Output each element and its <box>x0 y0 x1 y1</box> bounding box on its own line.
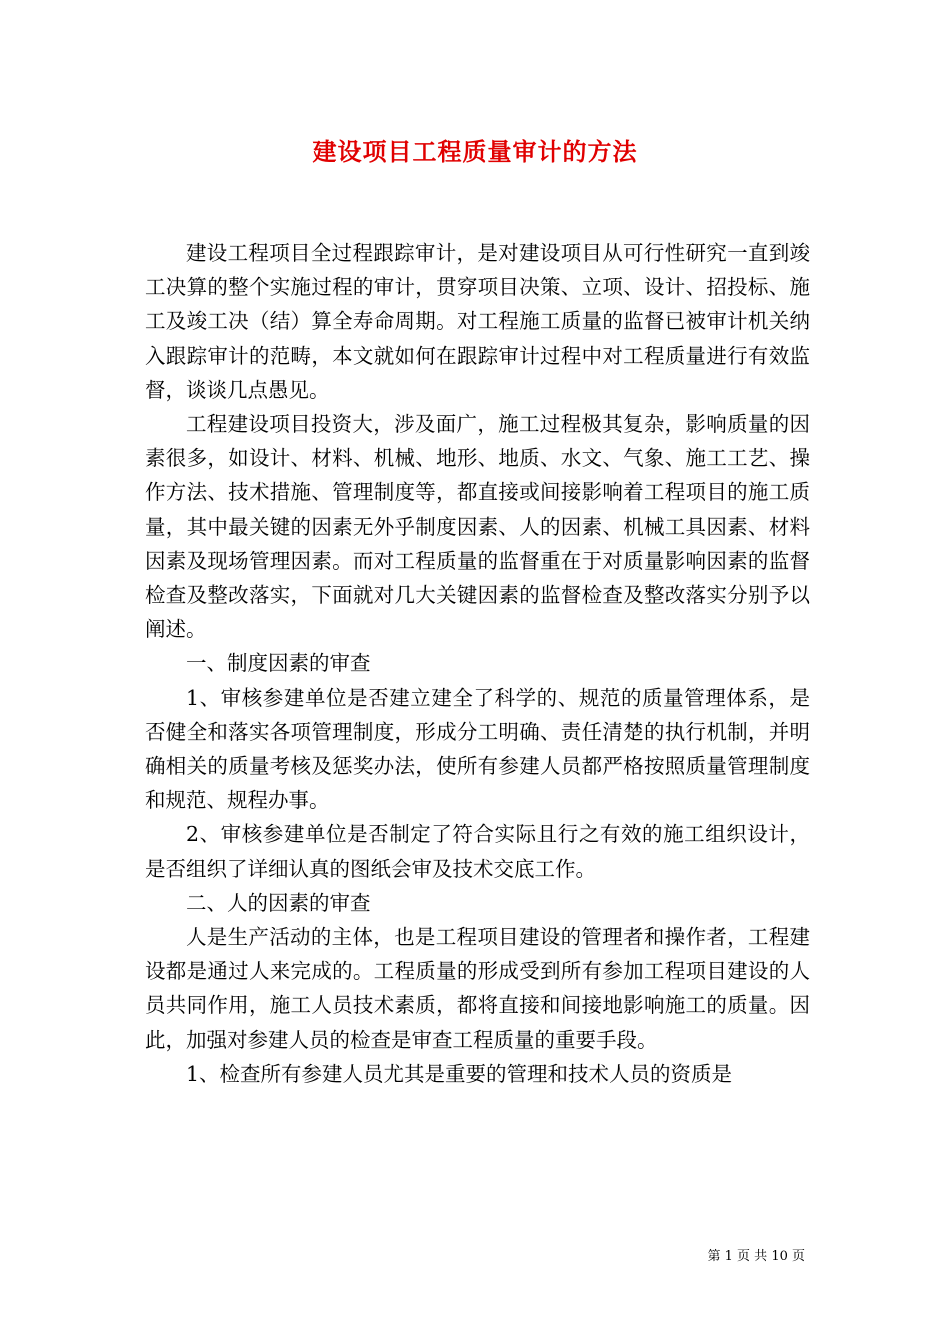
paragraph-people-item-1: 1、检查所有参建人员尤其是重要的管理和技术人员的资质是 <box>186 1061 733 1086</box>
paragraph-system-item-1: 1、审核参建单位是否建立建全了科学的、规范的质量管理体系，是否健全和落实各项管理制度，形成分工明确、责任清楚的执行机制，并明确相关的质量考核及惩奖办法，使所有参建人员都严格按照质量管理制度和规范、规程办事。 <box>145 685 810 813</box>
document-body <box>145 236 810 1091</box>
page-footer: 第 1 页 共 10 页 <box>707 1249 805 1264</box>
paragraph-factors: 工程建设项目投资大，涉及面广，施工过程极其复杂，影响质量的因素很多，如设计、材料、机械、地形、地质、水文、气象、施工工艺、操作方法、技术措施、管理制度等，都直接或间接影响着工程项目的施工质量，其中最关键的因素无外乎制度因素、人的因素、机械工具因素、材料因素及现场管理因素。而对工程质量的监督重在于对质量影响因素的监督检查及整改落实，下面就对几大关键因素的监督检查及整改落实分别予以阐述。 <box>145 412 810 642</box>
section-heading-people: 二、人的因素的审查 <box>186 890 371 915</box>
paragraph-intro: 建设工程项目全过程跟踪审计，是对建设项目从可行性研究一直到竣工决算的整个实施过程的审计，贯穿项目决策、立项、设计、招投标、施工及竣工决（结）算全寿命周期。对工程施工质量的监督已被审计机关纳入跟踪审计的范畴，本文就如何在跟踪审计过程中对工程质量进行有效监督，谈谈几点愚见。 <box>145 241 810 402</box>
document-title: 建设项目工程质量审计的方法 <box>312 137 638 166</box>
section-heading-system: 一、制度因素的审查 <box>186 651 371 676</box>
paragraph-system-item-2: 2、审核参建单位是否制定了符合实际且行之有效的施工组织设计，是否组织了详细认真的图纸会审及技术交底工作。 <box>145 822 810 881</box>
paragraph-people: 人是生产活动的主体，也是工程项目建设的管理者和操作者，工程建设都是通过人来完成的。工程质量的形成受到所有参加工程项目建设的人员共同作用，施工人员技术素质，都将直接和间接地影响施工的质量。因此，加强对参建人员的检查是审查工程质量的重要手段。 <box>145 925 810 1052</box>
